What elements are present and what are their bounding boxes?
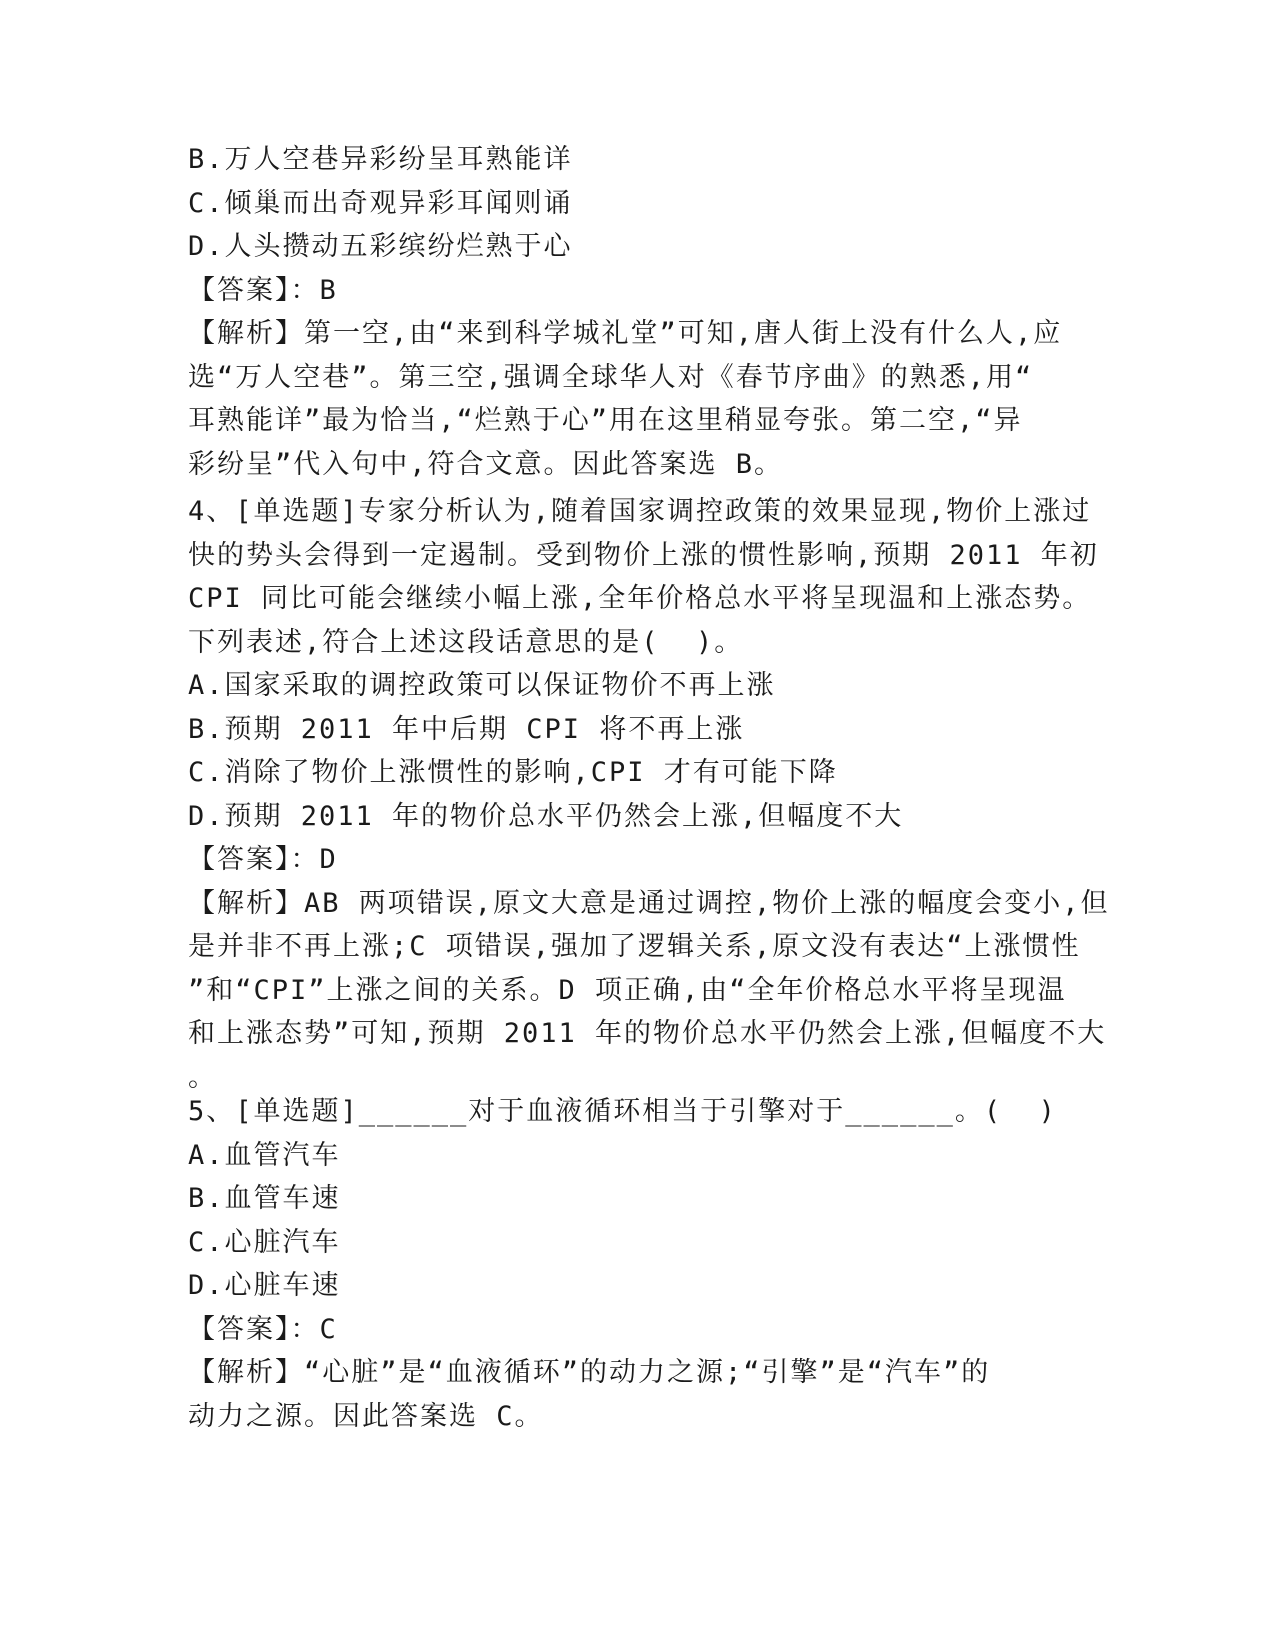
option-b: B.万人空巷异彩纷呈耳熟能详 bbox=[188, 144, 573, 175]
question-5 bbox=[188, 1090, 1088, 1438]
answer: 【答案】：D bbox=[188, 844, 338, 875]
option-c: C.心脏汽车 bbox=[188, 1226, 341, 1258]
analysis-line: 是并非不再上涨;C 项错误,强加了逻辑关系,原文没有表达“上涨惯性 bbox=[188, 931, 1081, 962]
analysis-line: ”和“CPI”上涨之间的关系。D 项正确,由“全年价格总水平将呈现温 bbox=[188, 974, 1067, 1006]
answer: 【答案】：C bbox=[188, 1313, 338, 1345]
analysis-line: 【解析】“心脏”是“血液循环”的动力之源;“引擎”是“汽车”的 bbox=[188, 1357, 991, 1388]
option-b: B.预期 2011 年中后期 CPI 将不再上涨 bbox=[188, 713, 745, 745]
analysis-line: 选“万人空巷”。第三空,强调全球华人对《春节序曲》的熟悉,用“ bbox=[188, 361, 1034, 393]
option-b: B.血管车速 bbox=[188, 1183, 341, 1214]
question-stem-line: CPI 同比可能会继续小幅上涨,全年价格总水平将呈现温和上涨态势。 bbox=[188, 583, 1092, 614]
option-d: D.心脏车速 bbox=[188, 1270, 341, 1301]
option-d: D.人头攒动五彩缤纷烂熟于心 bbox=[188, 231, 573, 262]
answer: 【答案】：B bbox=[188, 274, 338, 306]
question-stem-line: 4、[单选题]专家分析认为,随着国家调控政策的效果显现,物价上涨过 bbox=[188, 496, 1092, 527]
analysis-line: 和上涨态势”可知,预期 2011 年的物价总水平仍然会上涨,但幅度不大 bbox=[188, 1018, 1107, 1049]
option-a: A.国家采取的调控政策可以保证物价不再上涨 bbox=[188, 670, 776, 701]
analysis-line: 耳熟能详”最为恰当,“烂熟于心”用在这里稍显夸张。第二空,“异 bbox=[188, 405, 1023, 436]
analysis-line: 彩纷呈”代入句中,符合文意。因此答案选 B。 bbox=[188, 448, 784, 480]
option-a: A.血管汽车 bbox=[188, 1139, 341, 1171]
option-c: C.消除了物价上涨惯性的影响,CPI 才有可能下降 bbox=[188, 757, 838, 788]
question-stem-line: 下列表述,符合上述这段话意思的是( )。 bbox=[188, 626, 744, 658]
analysis-line: 动力之源。因此答案选 C。 bbox=[188, 1400, 544, 1432]
option-d: D.预期 2011 年的物价总水平仍然会上涨,但幅度不大 bbox=[188, 800, 904, 832]
question-4 bbox=[188, 490, 1110, 1099]
analysis-line: 。 bbox=[188, 1061, 217, 1093]
analysis-line: 【解析】AB 两项错误,原文大意是通过调控,物价上涨的幅度会变小,但 bbox=[188, 887, 1110, 919]
analysis-line: 【解析】第一空,由“来到科学城礼堂”可知,唐人街上没有什么人,应 bbox=[188, 318, 1063, 349]
question-stem-line: 快的势头会得到一定遏制。受到物价上涨的惯性影响,预期 2011 年初 bbox=[188, 539, 1099, 571]
question-stem-line: 5、[单选题]______对于血液循环相当于引擎对于______。( ) bbox=[188, 1096, 1057, 1127]
question-3-tail bbox=[188, 138, 1088, 486]
option-c: C.倾巢而出奇观异彩耳闻则诵 bbox=[188, 187, 573, 219]
